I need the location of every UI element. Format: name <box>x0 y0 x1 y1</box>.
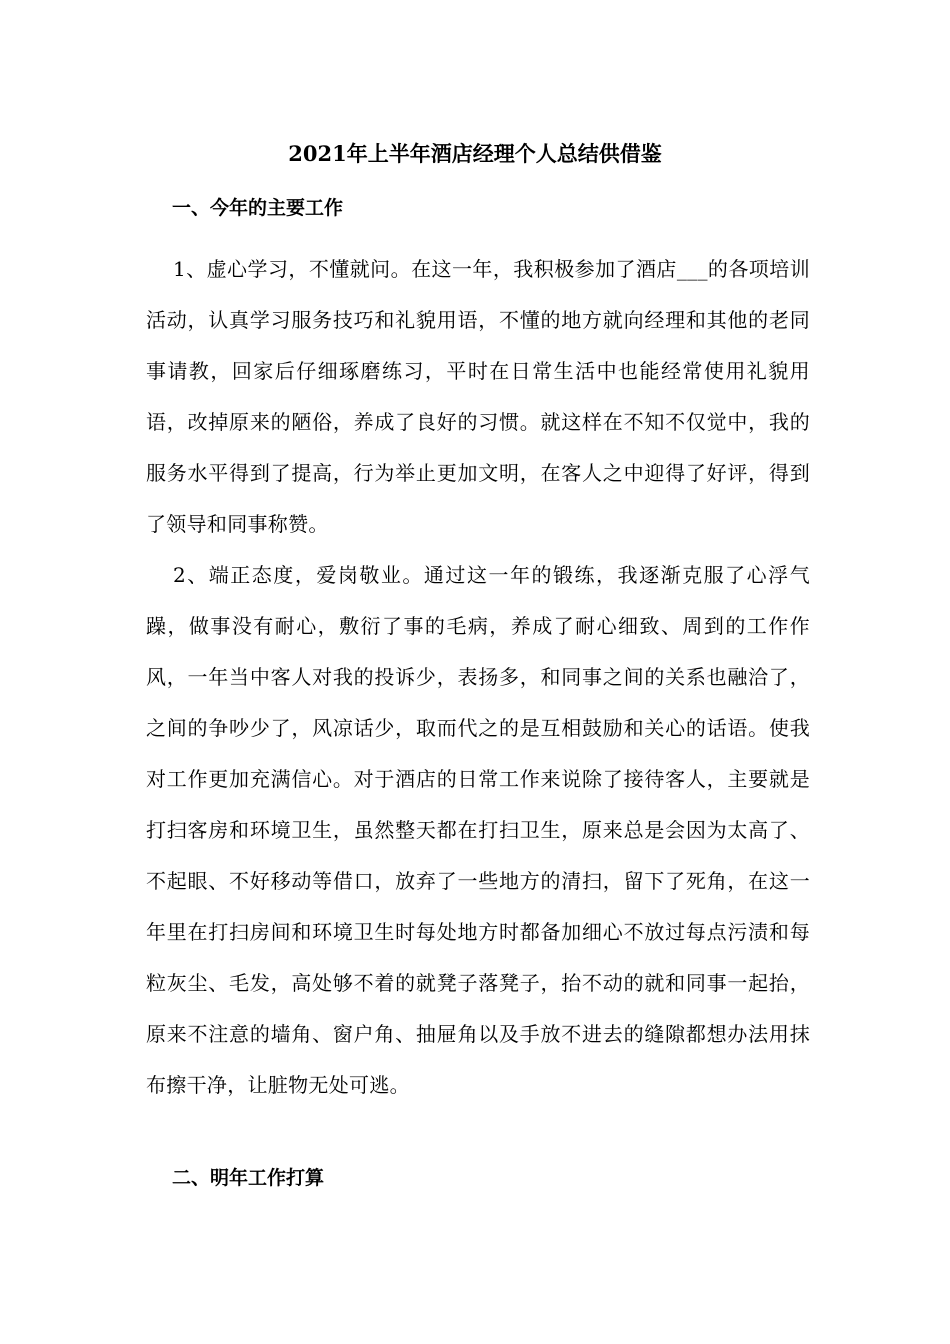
paragraph-1: 1、虚心学习，不懂就问。在这一年，我积极参加了酒店___的各项培训活动，认真学习服务技巧和礼貌用语，不懂的地方就向经理和其他的老同事请教，回家后仔细琢磨练习，平时在日常生活中也能经常使用礼貌用语，改掉原来的陋俗，养成了良好的习惯。就这样在不知不仅觉中，我的服务水平得到了提高，行为举止更加文明，在客人之中迎得了好评，得到了领导和同事称赞。 <box>146 257 810 536</box>
document-title: 2021年上半年酒店经理个人总结供借鉴 <box>288 141 662 166</box>
section-heading-2: 二、明年工作打算 <box>172 1167 325 1189</box>
paragraph-2: 2、端正态度，爱岗敬业。通过这一年的锻练，我逐渐克服了心浮气躁，做事没有耐心，敷衍了事的毛病，养成了耐心细致、周到的工作作风，一年当中客人对我的投诉少，表扬多，和同事之间的关系也融洽了，之间的争吵少了，风凉话少，取而代之的是互相鼓励和关心的话语。使我对工作更加充满信心。对于酒店的日常工作来说除了接待客人，主要就是打扫客房和环境卫生，虽然整天都在打扫卫生，原来总是会因为太高了、不起眼、不好移动等借口，放弃了一些地方的清扫，留下了死角，在这一年里在打扫房间和环境卫生时每处地方时都备加细心不放过每点污渍和每粒灰尘、毛发，高处够不着的就凳子落凳子，抬不动的就和同事一起抬，原来不注意的墙角、窗户角、抽屉角以及手放不进去的缝隙都想办法用抹布擦干净，让脏物无处可逃。 <box>146 563 810 1097</box>
section-heading-1: 一、今年的主要工作 <box>172 197 344 219</box>
